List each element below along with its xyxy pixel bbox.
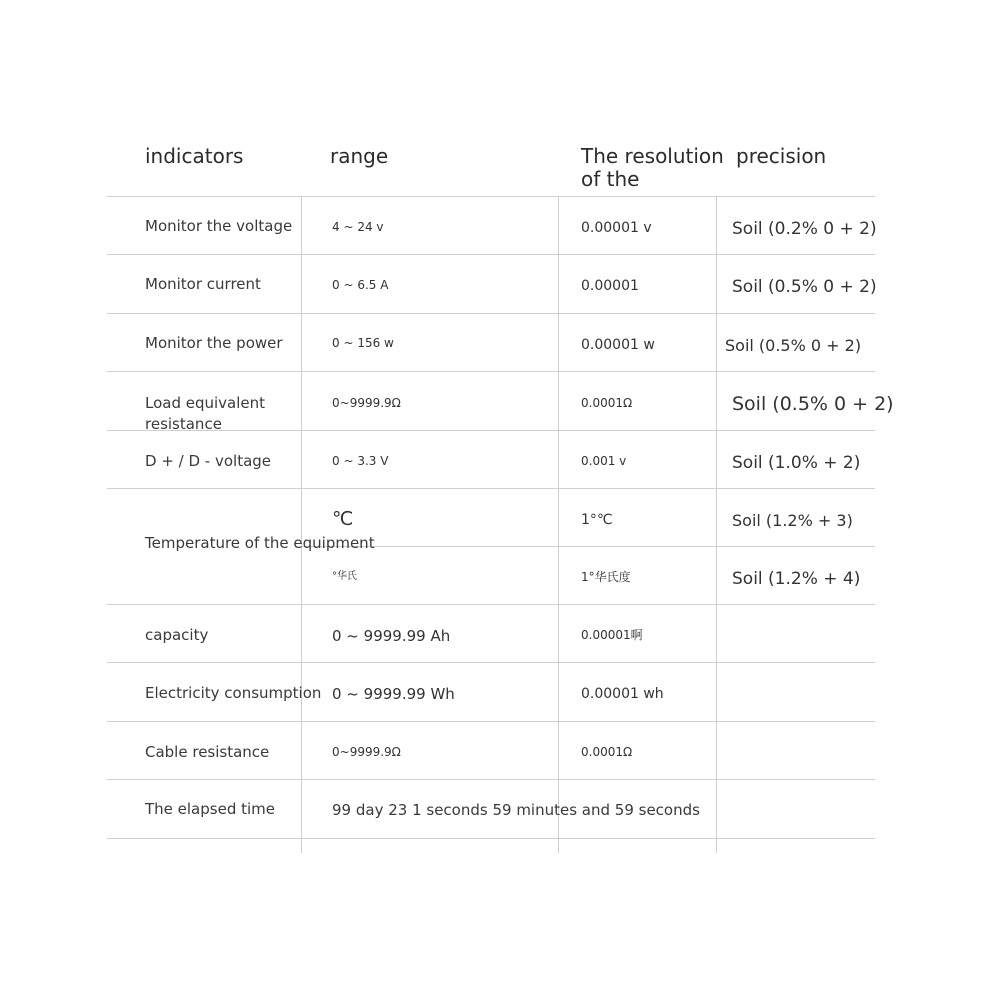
- row-divider: [107, 313, 875, 314]
- range-consumption: 0 ~ 9999.99 Wh: [332, 685, 455, 703]
- range-power: 0 ~ 156 w: [332, 336, 394, 350]
- column-divider: [716, 196, 717, 853]
- row-divider: [107, 779, 875, 780]
- indicator-power: Monitor the power: [145, 334, 283, 352]
- indicator-elapsed-time: The elapsed time: [145, 800, 275, 818]
- header-resolution: The resolution of the: [581, 144, 724, 191]
- precision-temperature-celsius: Soil (1.2% + 3): [732, 511, 853, 530]
- precision-voltage: Soil (0.2% 0 + 2): [732, 219, 877, 239]
- precision-current: Soil (0.5% 0 + 2): [732, 277, 877, 297]
- resolution-power: 0.00001 w: [581, 337, 655, 353]
- resolution-temperature-celsius: 1°℃: [581, 512, 613, 528]
- header-precision: precision: [736, 144, 827, 168]
- precision-d-voltage: Soil (1.0% + 2): [732, 453, 861, 473]
- range-voltage: 4 ~ 24 v: [332, 220, 384, 234]
- indicator-d-voltage: D + / D - voltage: [145, 452, 272, 470]
- indicator-consumption: Electricity consumption: [145, 684, 322, 702]
- resolution-temperature-fahrenheit: 1°华氏度: [581, 570, 631, 584]
- row-divider: [301, 546, 875, 547]
- indicator-voltage: Monitor the voltage: [145, 217, 293, 235]
- resolution-capacity: 0.00001啊: [581, 628, 643, 642]
- range-capacity: 0 ~ 9999.99 Ah: [332, 627, 451, 645]
- column-divider: [301, 196, 302, 853]
- header-range: range: [330, 144, 389, 168]
- row-divider: [107, 604, 875, 605]
- precision-power: Soil (0.5% 0 + 2): [725, 336, 862, 355]
- row-divider: [107, 721, 875, 722]
- row-divider: [107, 371, 875, 372]
- range-cable-resistance: 0~9999.9Ω: [332, 745, 401, 759]
- range-load-resistance: 0~9999.9Ω: [332, 396, 401, 410]
- precision-temperature-fahrenheit: Soil (1.2% + 4): [732, 569, 861, 589]
- row-divider: [107, 838, 875, 839]
- resolution-load-resistance: 0.0001Ω: [581, 396, 633, 410]
- range-d-voltage: 0 ~ 3.3 V: [332, 454, 389, 468]
- resolution-d-voltage: 0.001 v: [581, 454, 627, 468]
- indicator-load-resistance: Load equivalent resistance: [145, 394, 266, 433]
- range-elapsed-time: 99 day 23 1 seconds 59 minutes and 59 seconds: [332, 801, 700, 819]
- row-divider: [107, 662, 875, 663]
- resolution-current: 0.00001: [581, 278, 639, 294]
- indicator-capacity: capacity: [145, 626, 209, 644]
- row-divider: [107, 196, 875, 197]
- column-divider: [558, 196, 559, 853]
- range-temperature-celsius: ℃: [332, 508, 354, 530]
- header-indicators: indicators: [145, 144, 244, 168]
- indicator-current: Monitor current: [145, 275, 261, 293]
- resolution-cable-resistance: 0.0001Ω: [581, 745, 633, 759]
- resolution-voltage: 0.00001 v: [581, 220, 652, 236]
- row-divider: [107, 488, 875, 489]
- indicator-cable-resistance: Cable resistance: [145, 743, 270, 761]
- row-divider: [107, 254, 875, 255]
- precision-load-resistance: Soil (0.5% 0 + 2): [732, 393, 894, 415]
- range-current: 0 ~ 6.5 A: [332, 278, 389, 292]
- resolution-consumption: 0.00001 wh: [581, 686, 664, 702]
- range-temperature-fahrenheit: °华氏: [332, 571, 357, 582]
- indicator-temperature: Temperature of the equipment: [145, 534, 375, 552]
